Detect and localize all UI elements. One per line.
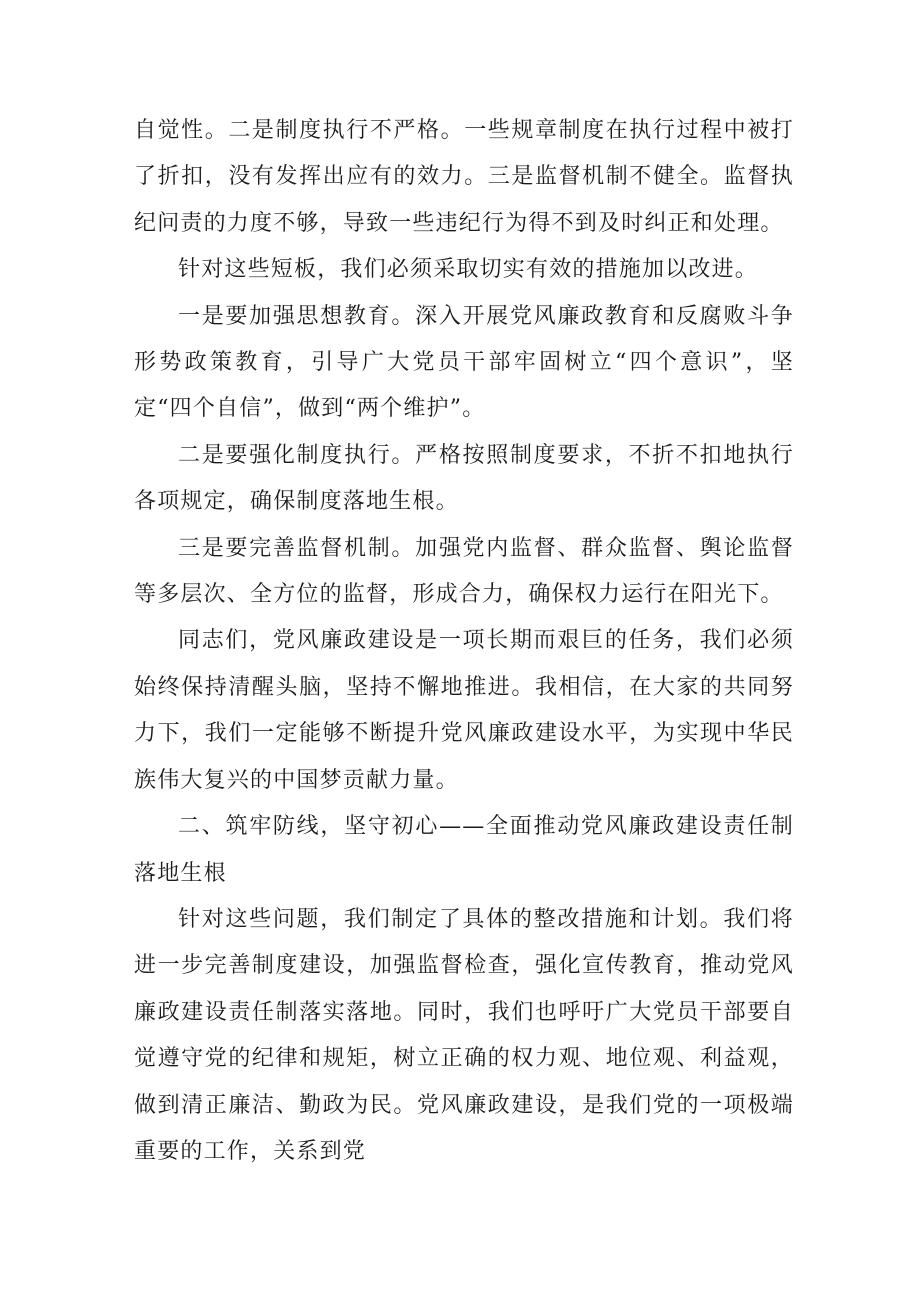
paragraph-conclusion: 同志们，党风廉政建设是一项长期而艰巨的任务，我们必须始终保持清醒头脑，坚持不懈地推进。我相信，在大家的共同努力下，我们一定能够不断提升党风廉政建设水平，为实现中华民族伟大复兴的中国梦贡献力量。: [134, 628, 794, 793]
document-body: [134, 108, 794, 1175]
paragraph-rectification-plan: 针对这些问题，我们制定了具体的整改措施和计划。我们将进一步完善制度建设，加强监督检查，强化宣传教育，推动党风廉政建设责任制落实落地。同时，我们也呼吁广大党员干部要自觉遵守党的纪律和规矩，树立正确的权力观、地位观、利益观，做到清正廉洁、勤政为民。党风廉政建设，是我们党的一项极端重要的工作，关系到党: [134, 906, 794, 1164]
paragraph-measure-supervision: 三是要完善监督机制。加强党内监督、群众监督、舆论监督等多层次、全方位的监督，形成合力，确保权力运行在阳光下。: [134, 535, 794, 608]
paragraph-improvement-intro: 针对这些短板，我们必须采取切实有效的措施加以改进。: [178, 257, 759, 283]
paragraph-measure-institution: 二是要强化制度执行。严格按照制度要求，不折不扣地执行各项规定，确保制度落地生根。: [134, 442, 794, 515]
paragraph-continuation: 自觉性。二是制度执行不严格。一些规章制度在执行过程中被打了折扣，没有发挥出应有的效力。三是监督机制不健全。监督执纪问责的力度不够，导致一些违纪行为得不到及时纠正和处理。: [134, 118, 794, 236]
section-heading: 二、筑牢防线，坚守初心——全面推动党风廉政建设责任制落地生根: [134, 814, 794, 886]
paragraph-measure-education: 一是要加强思想教育。深入开展党风廉政教育和反腐败斗争形势政策教育，引导广大党员干部牢固树立“四个意识”，坚定“四个自信”，做到“两个维护”。: [134, 303, 794, 422]
